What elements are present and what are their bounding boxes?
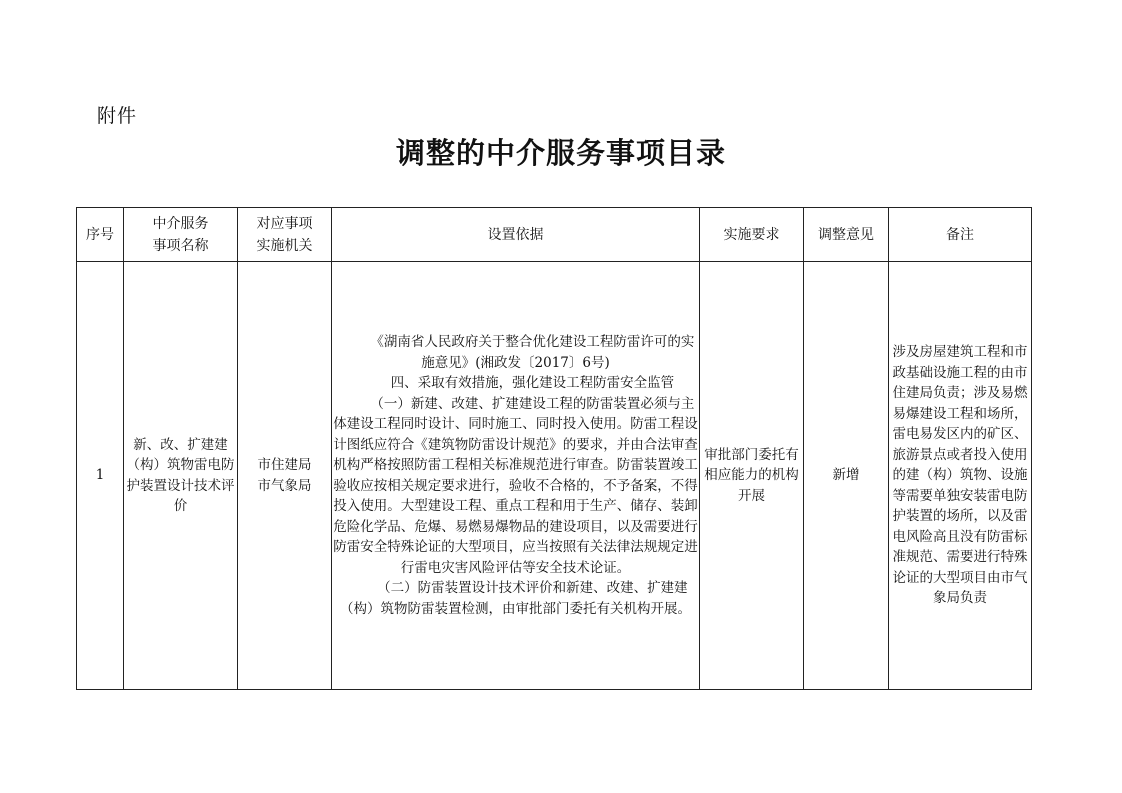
- document-title: 调整的中介服务事项目录: [395, 136, 726, 170]
- table-row: [77, 262, 1032, 690]
- header-seq: 序号: [77, 208, 124, 262]
- cell-authority: [238, 262, 332, 690]
- header-authority-line-2: 实施机关: [256, 237, 313, 254]
- table-header-row: [77, 208, 1032, 262]
- header-authority: [238, 208, 332, 262]
- cell-seq: 1: [77, 262, 124, 690]
- authority-meteorological-bureau: 市气象局: [257, 477, 312, 494]
- service-item-catalog-table: [76, 207, 1032, 690]
- header-authority-line-1: 对应事项: [256, 215, 313, 232]
- header-item-name-line-2: 事项名称: [152, 237, 209, 254]
- basis-paragraph-clause-1: （一）新建、改建、扩建建设工程的防雷装置必须与主体建设工程同时设计、同时施工、同时投入使用。防雷工程设计图纸应符合《建筑物防雷设计规范》的要求，并由合法审查机构严格按照防雷工程相关标准规范进行审查。防雷装置竣工验收应按相关规定要求进行，验收不合格的，不予备案，不得投入使用。大型建设工程、重点工程和用于生产、储存、装卸危险化学品、危爆、易燃易爆物品的建设项目，以及需要进行防雷安全特殊论证的大型项目，应当按照有关法律法规规定进行雷电灾害风险评估等安全技术论证。: [333, 395, 698, 576]
- cell-remarks: 涉及房屋建筑工程和市政基础设施工程的由市住建局负责；涉及易燃易爆建设工程和场所，雷电易发区内的矿区、旅游景点或者投入使用的建（构）筑物、设施等需要单独安装雷电防护装置的场所，以及雷电风险高且没有防雷标准规范、需要进行特殊论证的大型项目由市气象局负责: [889, 262, 1032, 690]
- header-item-name: [124, 208, 238, 262]
- header-opinion: 调整意见: [804, 208, 889, 262]
- attachment-label: 附件: [97, 105, 138, 127]
- authority-housing-bureau: 市住建局: [257, 457, 312, 473]
- cell-opinion: 新增: [804, 262, 889, 690]
- header-item-name-line-1: 中介服务: [152, 215, 209, 232]
- cell-requirement: 审批部门委托有相应能力的机构开展: [700, 262, 804, 690]
- header-remarks: 备注: [889, 208, 1032, 262]
- header-basis: 设置依据: [332, 208, 700, 262]
- cell-basis: [332, 262, 700, 690]
- basis-paragraph-clause-2: （二）防雷装置设计技术评价和新建、改建、扩建建（构）筑物防雷装置检测，由审批部门委托有关机构开展。: [340, 580, 691, 617]
- header-requirement: 实施要求: [700, 208, 804, 262]
- cell-item-name: 新、改、扩建建（构）筑物雷电防护装置设计技术评价: [124, 262, 238, 690]
- basis-paragraph-source: 《湖南省人民政府关于整合优化建设工程防雷许可的实施意见》(湘政发〔2017〕6号): [370, 334, 695, 371]
- basis-paragraph-section: 四、采取有效措施，强化建设工程防雷安全监管: [390, 375, 675, 391]
